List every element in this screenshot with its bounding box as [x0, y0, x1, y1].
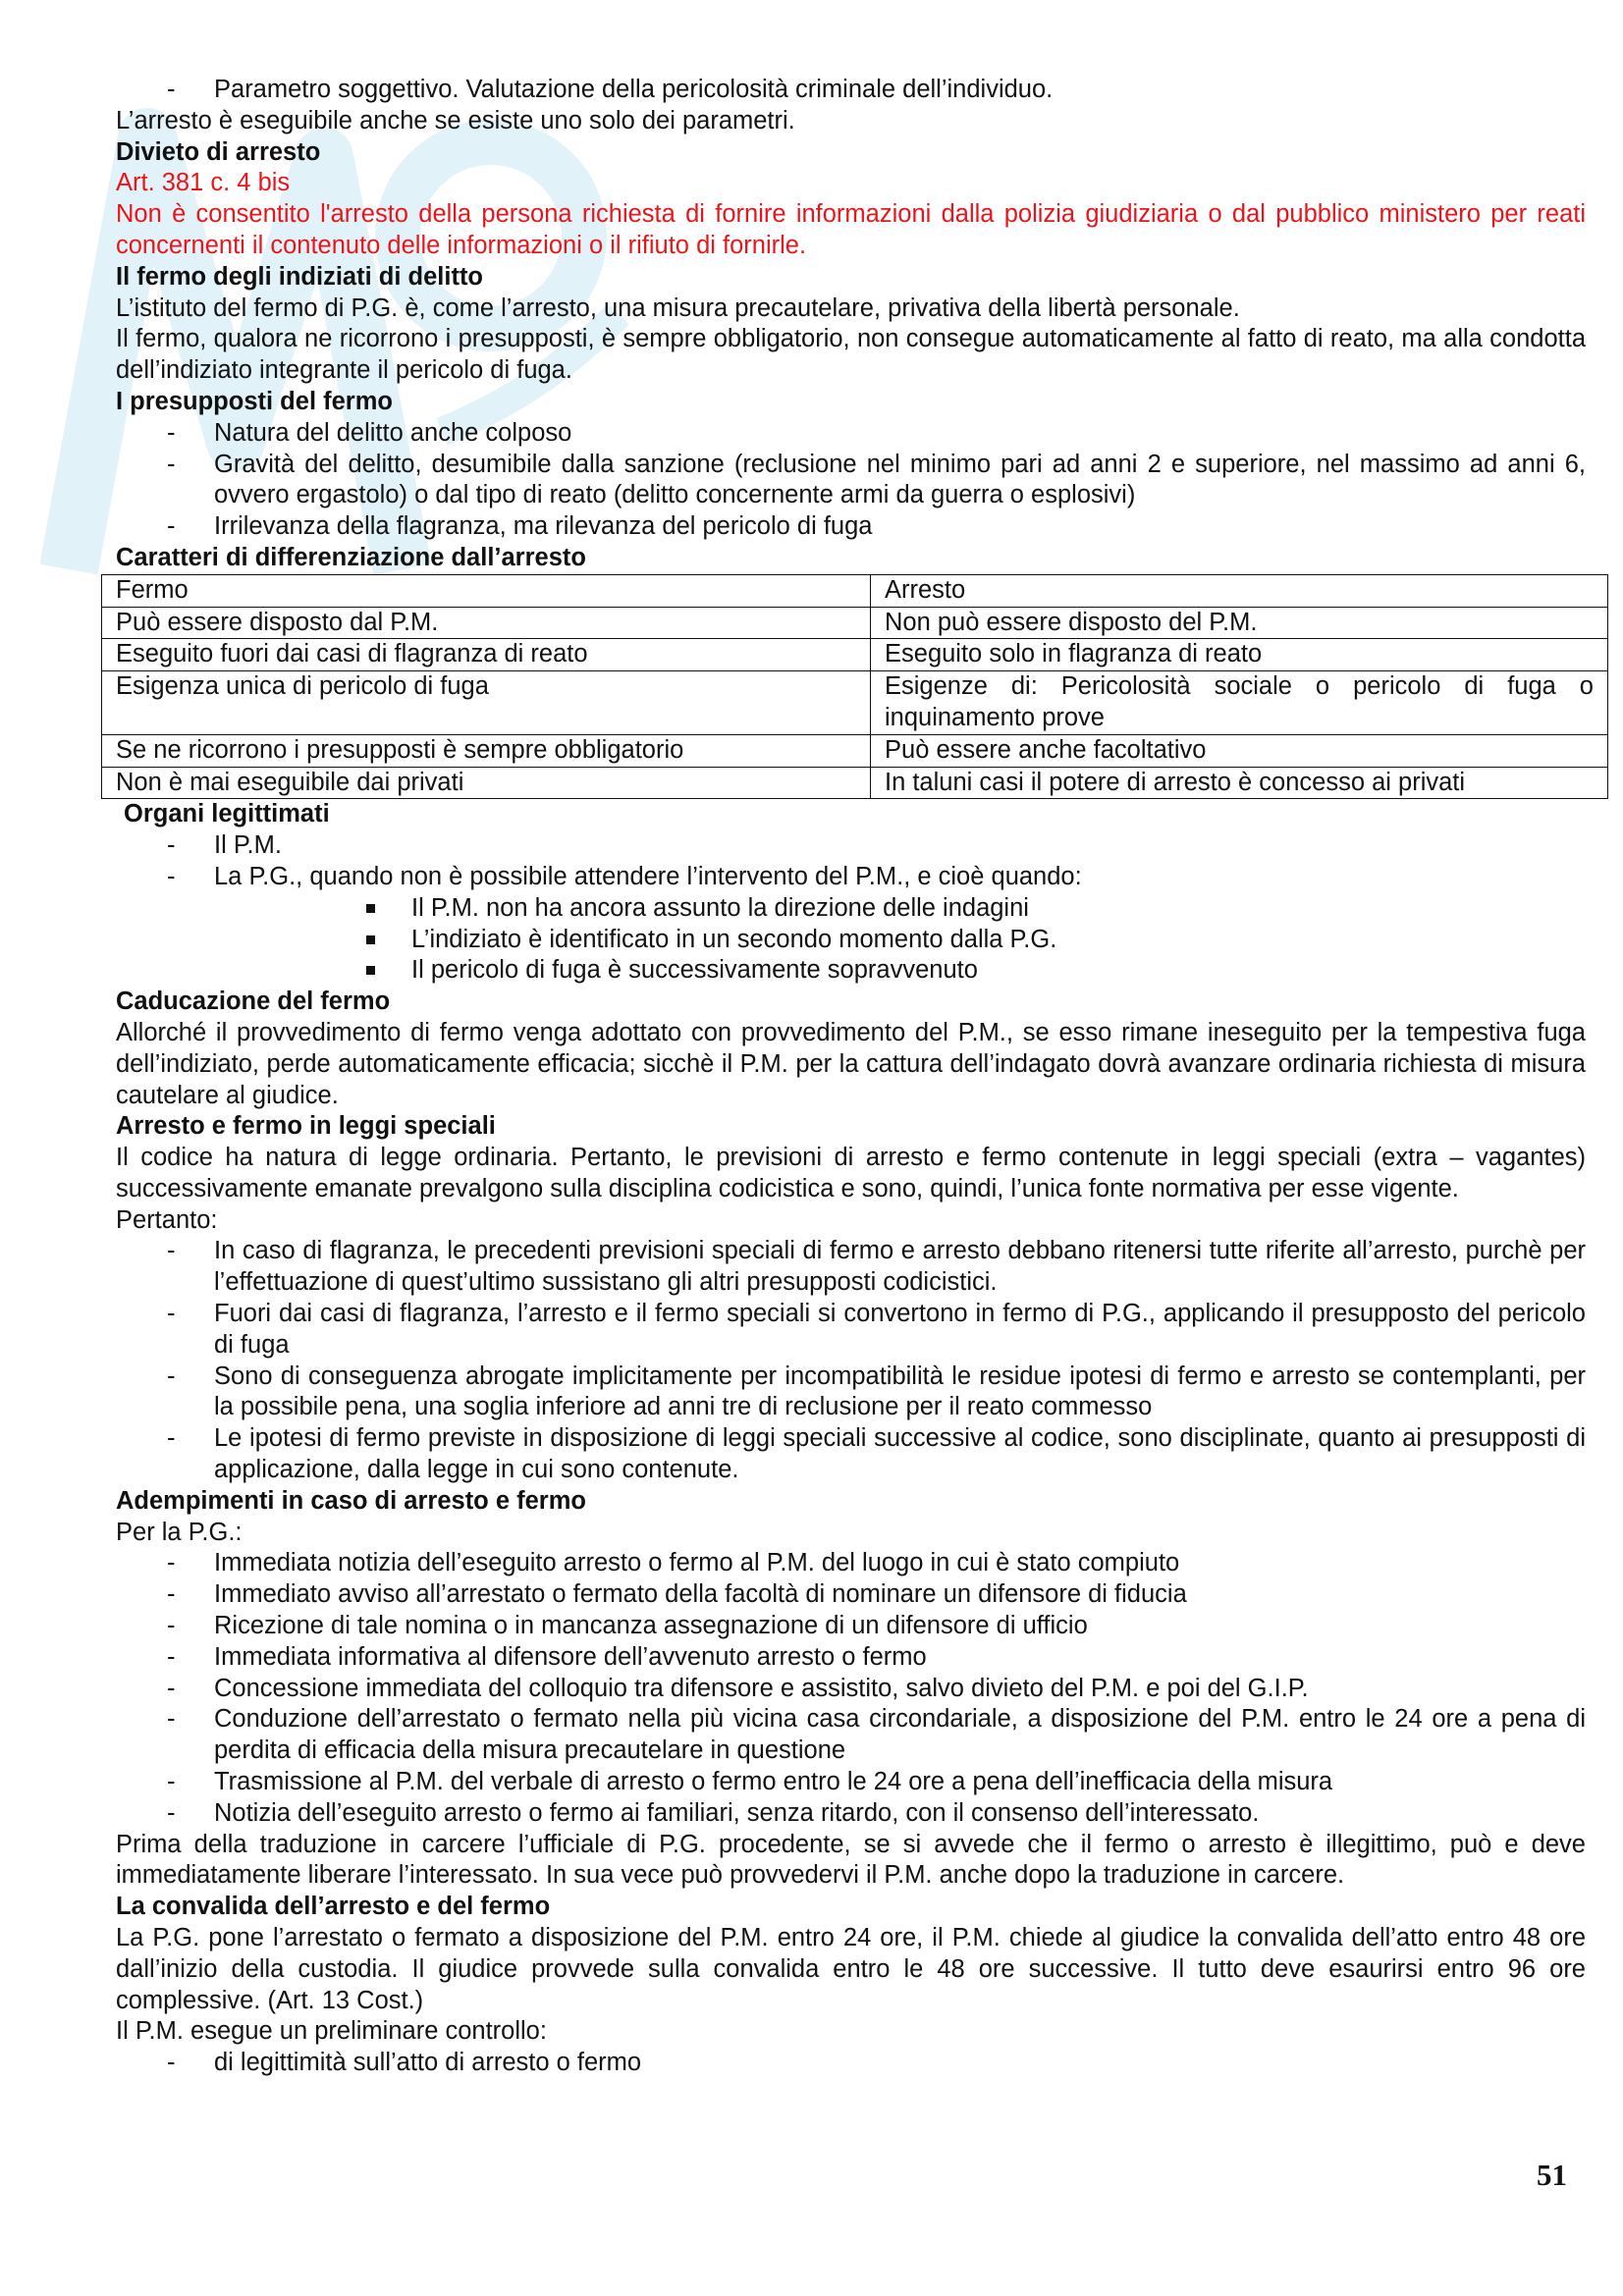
- paragraph: Allorché il provvedimento di fermo venga adottato con provvedimento del P.M., se esso rimane ineseguito per la tempestiva fuga dell’indiziato, perde automaticamente efficacia; sicchè il P.M. per la cattura dell’indagato dovrà avanzare ordinaria richiesta di misura cautelare al giudice.: [116, 1018, 1586, 1109]
- document-page: [116, 75, 1594, 2079]
- section-heading: I presupposti del fermo: [116, 387, 393, 415]
- table-row: [102, 671, 1608, 735]
- paragraph: La P.G. pone l’arrestato o fermato a disposizione del P.M. entro 24 ore, il P.M. chiede al giudice la convalida dell’atto entro 48 ore dall’inizio della custodia. Il giudice provvede sulla convalida entro le 48 ore successive. Il tutto deve esaurirsi entro 96 ore complessive. (Art. 13 Cost.): [116, 1924, 1586, 2014]
- list-item: - Irrilevanza della flagranza, ma rilevanza del pericolo di fuga: [116, 511, 1586, 543]
- section-heading: Caratteri di differenziazione dall’arresto: [116, 543, 586, 571]
- list-item: - Immediato avviso all’arrestato o fermato della facoltà di nominare un difensore di fiducia: [116, 1579, 1586, 1611]
- page-number: 51: [1537, 2158, 1567, 2192]
- list-item: - La P.G., quando non è possibile attendere l’intervento del P.M., e cioè quando:: [116, 862, 1586, 893]
- paragraph-red: Non è consentito l'arresto della persona richiesta di fornire informazioni dalla polizia giudiziaria o dal pubblico ministero per reati concernenti il contenuto delle informazioni o il rifiuto di fornirle.: [116, 200, 1586, 259]
- paragraph: Per la P.G.:: [116, 1518, 243, 1546]
- leggi-list: [116, 1236, 1586, 1485]
- table-cell: Non può essere disposto del P.M.: [871, 607, 1608, 639]
- table-row: [102, 574, 1608, 607]
- convalida-list: [116, 2048, 1586, 2079]
- list-item: - Sono di conseguenza abrogate implicitamente per incompatibilità le residue ipotesi di fermo e arresto se contemplanti, per la possibile pena, una soglia inferiore ad anni tre di reclusione per il reato commesso: [116, 1362, 1586, 1424]
- table-cell: Se ne ricorrono i presupposti è sempre obbligatorio: [102, 734, 871, 767]
- table-cell: In taluni casi il potere di arresto è concesso ai privati: [871, 767, 1608, 799]
- presupposti-list: [116, 418, 1586, 543]
- section-heading: Il fermo degli indiziati di delitto: [116, 262, 484, 291]
- table-cell: Eseguito fuori dai casi di flagranza di reato: [102, 639, 871, 671]
- table-cell: Non è mai eseguibile dai privati: [102, 767, 871, 799]
- table-cell: Può essere disposto dal P.M.: [102, 607, 871, 639]
- table-row: [102, 607, 1608, 639]
- list-item: - Le ipotesi di fermo previste in disposizione di leggi speciali successive al codice, sono disciplinate, quanto ai presupposti di applicazione, dalla legge in cui sono contenute.: [116, 1423, 1586, 1486]
- section-heading: Caducazione del fermo: [116, 988, 391, 1016]
- table-cell: Può essere anche facoltativo: [871, 734, 1608, 767]
- list-item: - Concessione immediata del colloquio tra difensore e assistito, salvo divieto del P.M. e poi del G.I.P.: [116, 1674, 1586, 1705]
- list-item: - Notizia dell’eseguito arresto o fermo ai familiari, senza ritardo, con il consenso dell’interessato.: [116, 1798, 1586, 1830]
- intro-list: [116, 75, 1586, 106]
- table-cell: Esigenza unica di pericolo di fuga: [102, 671, 871, 735]
- list-item: - Conduzione dell’arrestato o fermato nella più vicina casa circondariale, a disposizione del P.M. entro le 24 ore a pena di perdita di efficacia della misura precautelare in questione: [116, 1704, 1586, 1767]
- list-item: - Trasmissione al P.M. del verbale di arresto o fermo entro le 24 ore a pena dell’inefficacia della misura: [116, 1767, 1586, 1798]
- comparison-table: [101, 574, 1608, 800]
- table-cell: Fermo: [102, 574, 871, 607]
- sub-list-item: Il P.M. non ha ancora assunto la direzione delle indagini: [116, 893, 1586, 925]
- paragraph: Il fermo, qualora ne ricorrono i presupposti, è sempre obbligatorio, non consegue automaticamente al fatto di reato, ma alla condotta dell’indiziato integrante il pericolo di fuga.: [116, 325, 1586, 385]
- list-item: - Gravità del delitto, desumibile dalla sanzione (reclusione nel minimo pari ad anni 2 e superiore, nel massimo ad anni 6, ovvero ergastolo) o dal tipo di reato (delitto concernente armi da guerra o esplosivi): [116, 450, 1586, 512]
- section-heading: Divieto di arresto: [116, 137, 321, 166]
- paragraph: Prima della traduzione in carcere l’ufficiale di P.G. procedente, se si avvede che il fermo o arresto è illegittimo, può e deve immediatamente liberare l’interessato. In sua vece può provvedervi il P.M. anche dopo la traduzione in carcere.: [116, 1830, 1586, 1890]
- section-heading: Organi legittimati: [124, 800, 330, 828]
- list-item: - Natura del delitto anche colposo: [116, 418, 1586, 450]
- table-row: [102, 639, 1608, 671]
- list-item: - In caso di flagranza, le precedenti previsioni speciali di fermo e arresto debbano ritenersi tutte riferite all’arresto, purchè per l’effettuazione di quest’ultimo sussistano gli altri presupposti codicistici.: [116, 1236, 1586, 1299]
- article-reference: Art. 381 c. 4 bis: [116, 169, 291, 197]
- list-item: - Fuori dai casi di flagranza, l’arresto e il fermo speciali si convertono in fermo di P.G., applicando il presupposto del pericolo di fuga: [116, 1299, 1586, 1362]
- paragraph: Il codice ha natura di legge ordinaria. Pertanto, le previsioni di arresto e fermo contenute in leggi speciali (extra – vagantes) successivamente emanate prevalgono sulla disciplina codicistica e sono, quindi, l’unica fonte normativa per esse vigente.: [116, 1144, 1586, 1202]
- table-row: [102, 767, 1608, 799]
- section-heading: La convalida dell’arresto e del fermo: [116, 1893, 551, 1921]
- paragraph: Il P.M. esegue un preliminare controllo:: [116, 2017, 547, 2046]
- section-heading: Adempimenti in caso di arresto e fermo: [116, 1486, 586, 1515]
- sub-list-item: Il pericolo di fuga è successivamente sopravvenuto: [116, 955, 1586, 987]
- organi-sublist: [116, 893, 1586, 987]
- list-item: - Immediata informativa al difensore dell’avvenuto arresto o fermo: [116, 1642, 1586, 1674]
- list-item: - Parametro soggettivo. Valutazione della pericolosità criminale dell’individuo.: [116, 75, 1586, 106]
- organi-list: [116, 830, 1586, 893]
- list-item: - Immediata notizia dell’eseguito arresto o fermo al P.M. del luogo in cui è stato compiuto: [116, 1548, 1586, 1579]
- paragraph: L’istituto del fermo di P.G. è, come l’arresto, una misura precautelare, privativa della libertà personale.: [116, 294, 1240, 322]
- sub-list-item: L’indiziato è identificato in un secondo momento dalla P.G.: [116, 925, 1586, 956]
- section-heading: Arresto e fermo in leggi speciali: [116, 1112, 496, 1141]
- paragraph: Pertanto:: [116, 1205, 218, 1234]
- table-cell: Arresto: [871, 574, 1608, 607]
- list-item: - Il P.M.: [116, 830, 1586, 862]
- table-row: [102, 734, 1608, 767]
- table-cell: Esigenze di: Pericolosità sociale o pericolo di fuga o inquinamento prove: [871, 671, 1608, 735]
- adempimenti-list: [116, 1548, 1586, 1829]
- list-item: - di legittimità sull’atto di arresto o fermo: [116, 2048, 1586, 2079]
- paragraph: L’arresto è eseguibile anche se esiste uno solo dei parametri.: [116, 106, 795, 134]
- list-item: - Ricezione di tale nomina o in mancanza assegnazione di un difensore di ufficio: [116, 1611, 1586, 1642]
- table-cell: Eseguito solo in flagranza di reato: [871, 639, 1608, 671]
